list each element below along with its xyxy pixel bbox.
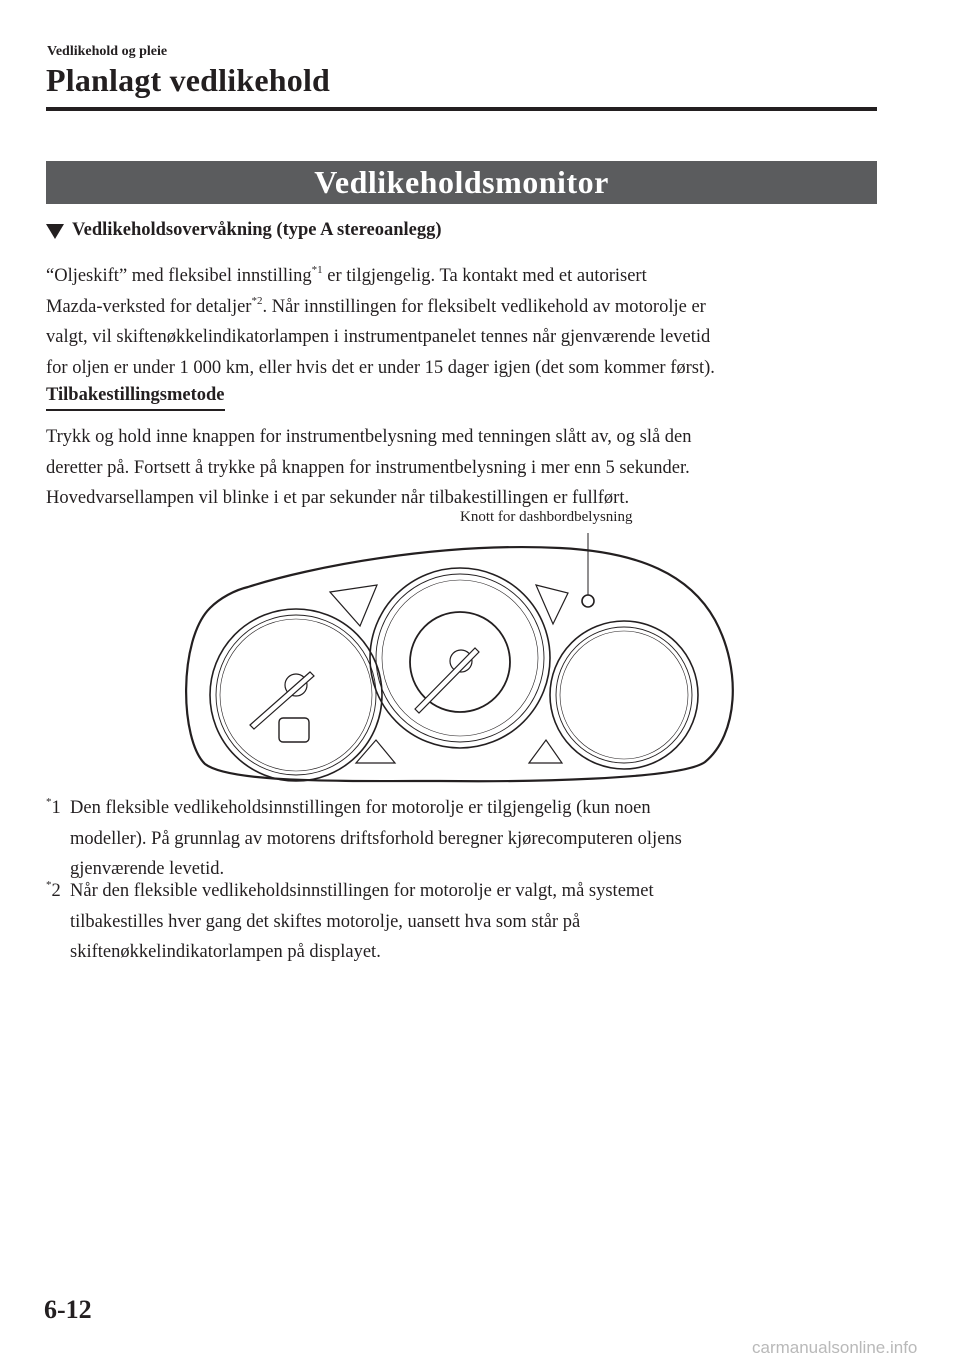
para2-line-3: Hovedvarsellampen vil blinke i et par sekunder når tilbakestillingen er fullført.	[46, 488, 630, 508]
para1-text-c: Mazda-verksted for detaljer	[46, 296, 252, 317]
footnote-2-number: 2	[51, 881, 61, 901]
para1-text-d: . Når innstillingen for fleksibelt vedlikehold av motorolje er	[262, 296, 706, 317]
reset-paragraph	[46, 422, 886, 514]
footnote-2-line-3: skiftenøkkelindikatorlampen på displayet.	[70, 942, 381, 962]
para1-line-4: for oljen er under 1 000 km, eller hvis det er under 15 dager igjen (det som kommer først).	[46, 357, 715, 378]
para1-line-3: valgt, vil skiftenøkkelindikatorlampen i instrumentpanelet tennes når gjenværende levetid	[46, 327, 711, 347]
section-banner: Vedlikeholdsmonitor	[46, 161, 877, 204]
footnote-1-line-3: gjenværende levetid.	[70, 859, 225, 879]
footnote-2-line-2: tilbakestilles hver gang det skiftes motorolje, uansett hva som står på	[70, 911, 581, 932]
intro-paragraph	[46, 261, 886, 383]
footnote-2-marker	[46, 876, 61, 907]
subheading	[46, 220, 442, 241]
speedometer-gauge	[370, 568, 550, 748]
title-rule	[46, 107, 877, 111]
para2-line-1: Trykk og hold inne knappen for instrumentbelysning med tenningen slått av, og slå den	[46, 427, 692, 447]
footnote-1-marker	[46, 793, 61, 824]
footnote-1-asterisk: *	[46, 796, 52, 808]
lower-right-bezel	[529, 740, 562, 763]
para1-text-a: “Oljeskift” med fleksibel innstilling	[46, 266, 312, 286]
footnote-1-line-2: modeller). På grunnlag av motorens driftsforhold beregner kjørecomputeren oljens	[70, 828, 682, 849]
reset-heading: Tilbakestillingsmetode	[46, 385, 225, 411]
footnote-1-line-1: Den fleksible vedlikeholdsinnstillingen for motorolje er tilgjengelig (kun noen	[70, 798, 651, 818]
callout-label: Knott for dashbordbelysning	[460, 509, 633, 525]
dashboard-knob	[582, 595, 594, 607]
para2-line-2: deretter på. Fortsett å trykke på knappen for instrumentbelysning i mer enn 5 sekunder.	[46, 457, 690, 478]
instrument-cluster-diagram	[0, 505, 960, 790]
footnote-1-number: 1	[51, 798, 61, 818]
page-number: 6-12	[44, 1295, 92, 1324]
footnote-2-asterisk: *	[46, 879, 52, 891]
triangle-bullet-icon	[46, 224, 64, 239]
page-title: Planlagt vedlikehold	[46, 62, 331, 98]
section-kicker: Vedlikehold og pleie	[47, 44, 168, 59]
tachometer-gauge	[210, 609, 382, 781]
footnote-ref-2: *2	[251, 294, 263, 307]
footnote-ref-1: *1	[311, 264, 323, 276]
subheading-text: Vedlikeholdsovervåkning (type A stereoanlegg)	[72, 220, 442, 240]
display-gauge	[550, 621, 698, 769]
watermark: carmanualsonline.info	[752, 1338, 918, 1357]
footnote-2-line-1: Når den fleksible vedlikeholdsinnstillingen for motorolje er valgt, må systemet	[70, 881, 654, 901]
para1-text-b: er tilgjengelig. Ta kontakt med et autorisert	[322, 266, 647, 286]
